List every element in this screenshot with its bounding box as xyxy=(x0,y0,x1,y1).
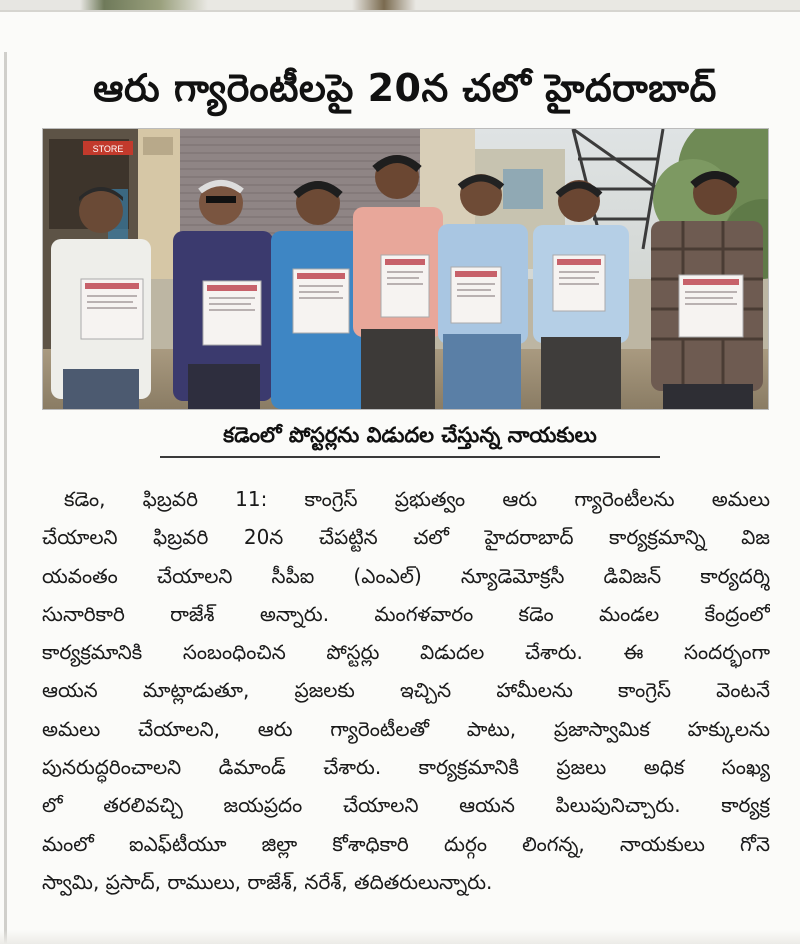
article-line: కార్యక్రమానికి సంబంధించిన పోస్టర్లు విడుదల చేశారు. ఈ సందర్భంగా xyxy=(42,640,770,665)
poster-1 xyxy=(81,279,143,339)
poster-5 xyxy=(451,267,501,323)
article-line: ఆయన మాట్లాడుతూ, ప్రజలకు ఇచ్చిన హామీలను కాంగ్రెస్ వెంటనే xyxy=(42,678,770,703)
news-photo xyxy=(42,128,769,410)
top-photo-strip xyxy=(0,0,800,10)
photo-caption xyxy=(160,418,660,458)
article-line: చేయాలని ఫిబ్రవరి 20న చేపట్టిన చలో హైదరాబాద్ కార్యక్రమాన్ని విజ xyxy=(42,525,770,550)
poster-7 xyxy=(679,275,743,337)
poster-2 xyxy=(203,281,261,345)
article-line: లో తరలివచ్చి జయప్రదం చేయాలని ఆయన పిలుపునిచ్చారు. కార్యక్ర xyxy=(42,793,770,818)
poster-4 xyxy=(381,255,429,317)
caption-text: కడెంలో పోస్టర్లను విడుదల చేస్తున్న నాయకులు xyxy=(223,423,597,447)
article-line: మంలో ఐఎఫ్‌టీయూ జిల్లా కోశాధికారి దుర్గం లింగన్న, నాయకులు గోనె xyxy=(42,831,770,856)
article-line: పునరుద్ధరించాలని డిమాండ్ చేశారు. కార్యక్రమానికి ప్రజలు అధిక సంఖ్య xyxy=(42,755,770,780)
bottom-edge xyxy=(0,930,800,944)
article-line: కడెం, ఫిబ్రవరి 11: కాంగ్రెస్ ప్రభుత్వం ఆరు గ్యారెంటీలను అమలు xyxy=(64,487,770,511)
article-line: స్వామి, ప్రసాద్, రాములు, రాజేశ్, నరేశ్, తదితరులున్నారు. xyxy=(42,869,493,894)
column-rule xyxy=(4,52,7,944)
article-line: అమలు చేయాలని, ఆరు గ్యారెంటీలతో పాటు, ప్రజాస్వామిక హక్కులను xyxy=(42,716,770,741)
top-rule xyxy=(0,10,800,12)
article-line: సునారికారి రాజేశ్ అన్నారు. మంగళవారం కడెం మండల కేంద్రంలో xyxy=(42,601,770,626)
shop-sign: STORE xyxy=(92,144,124,154)
caption-underline xyxy=(160,456,660,458)
headline: ఆరు గ్యారెంటీలపై 20న చలో హైదరాబాద్ xyxy=(93,66,717,110)
poster-3 xyxy=(293,269,349,333)
article-line: యవంతం చేయాలని సీపీఐ (ఎంఎల్) న్యూడెమోక్రసీ డివిజన్ కార్యదర్శి xyxy=(42,563,770,588)
poster-6 xyxy=(553,255,605,311)
article-body xyxy=(42,480,770,901)
